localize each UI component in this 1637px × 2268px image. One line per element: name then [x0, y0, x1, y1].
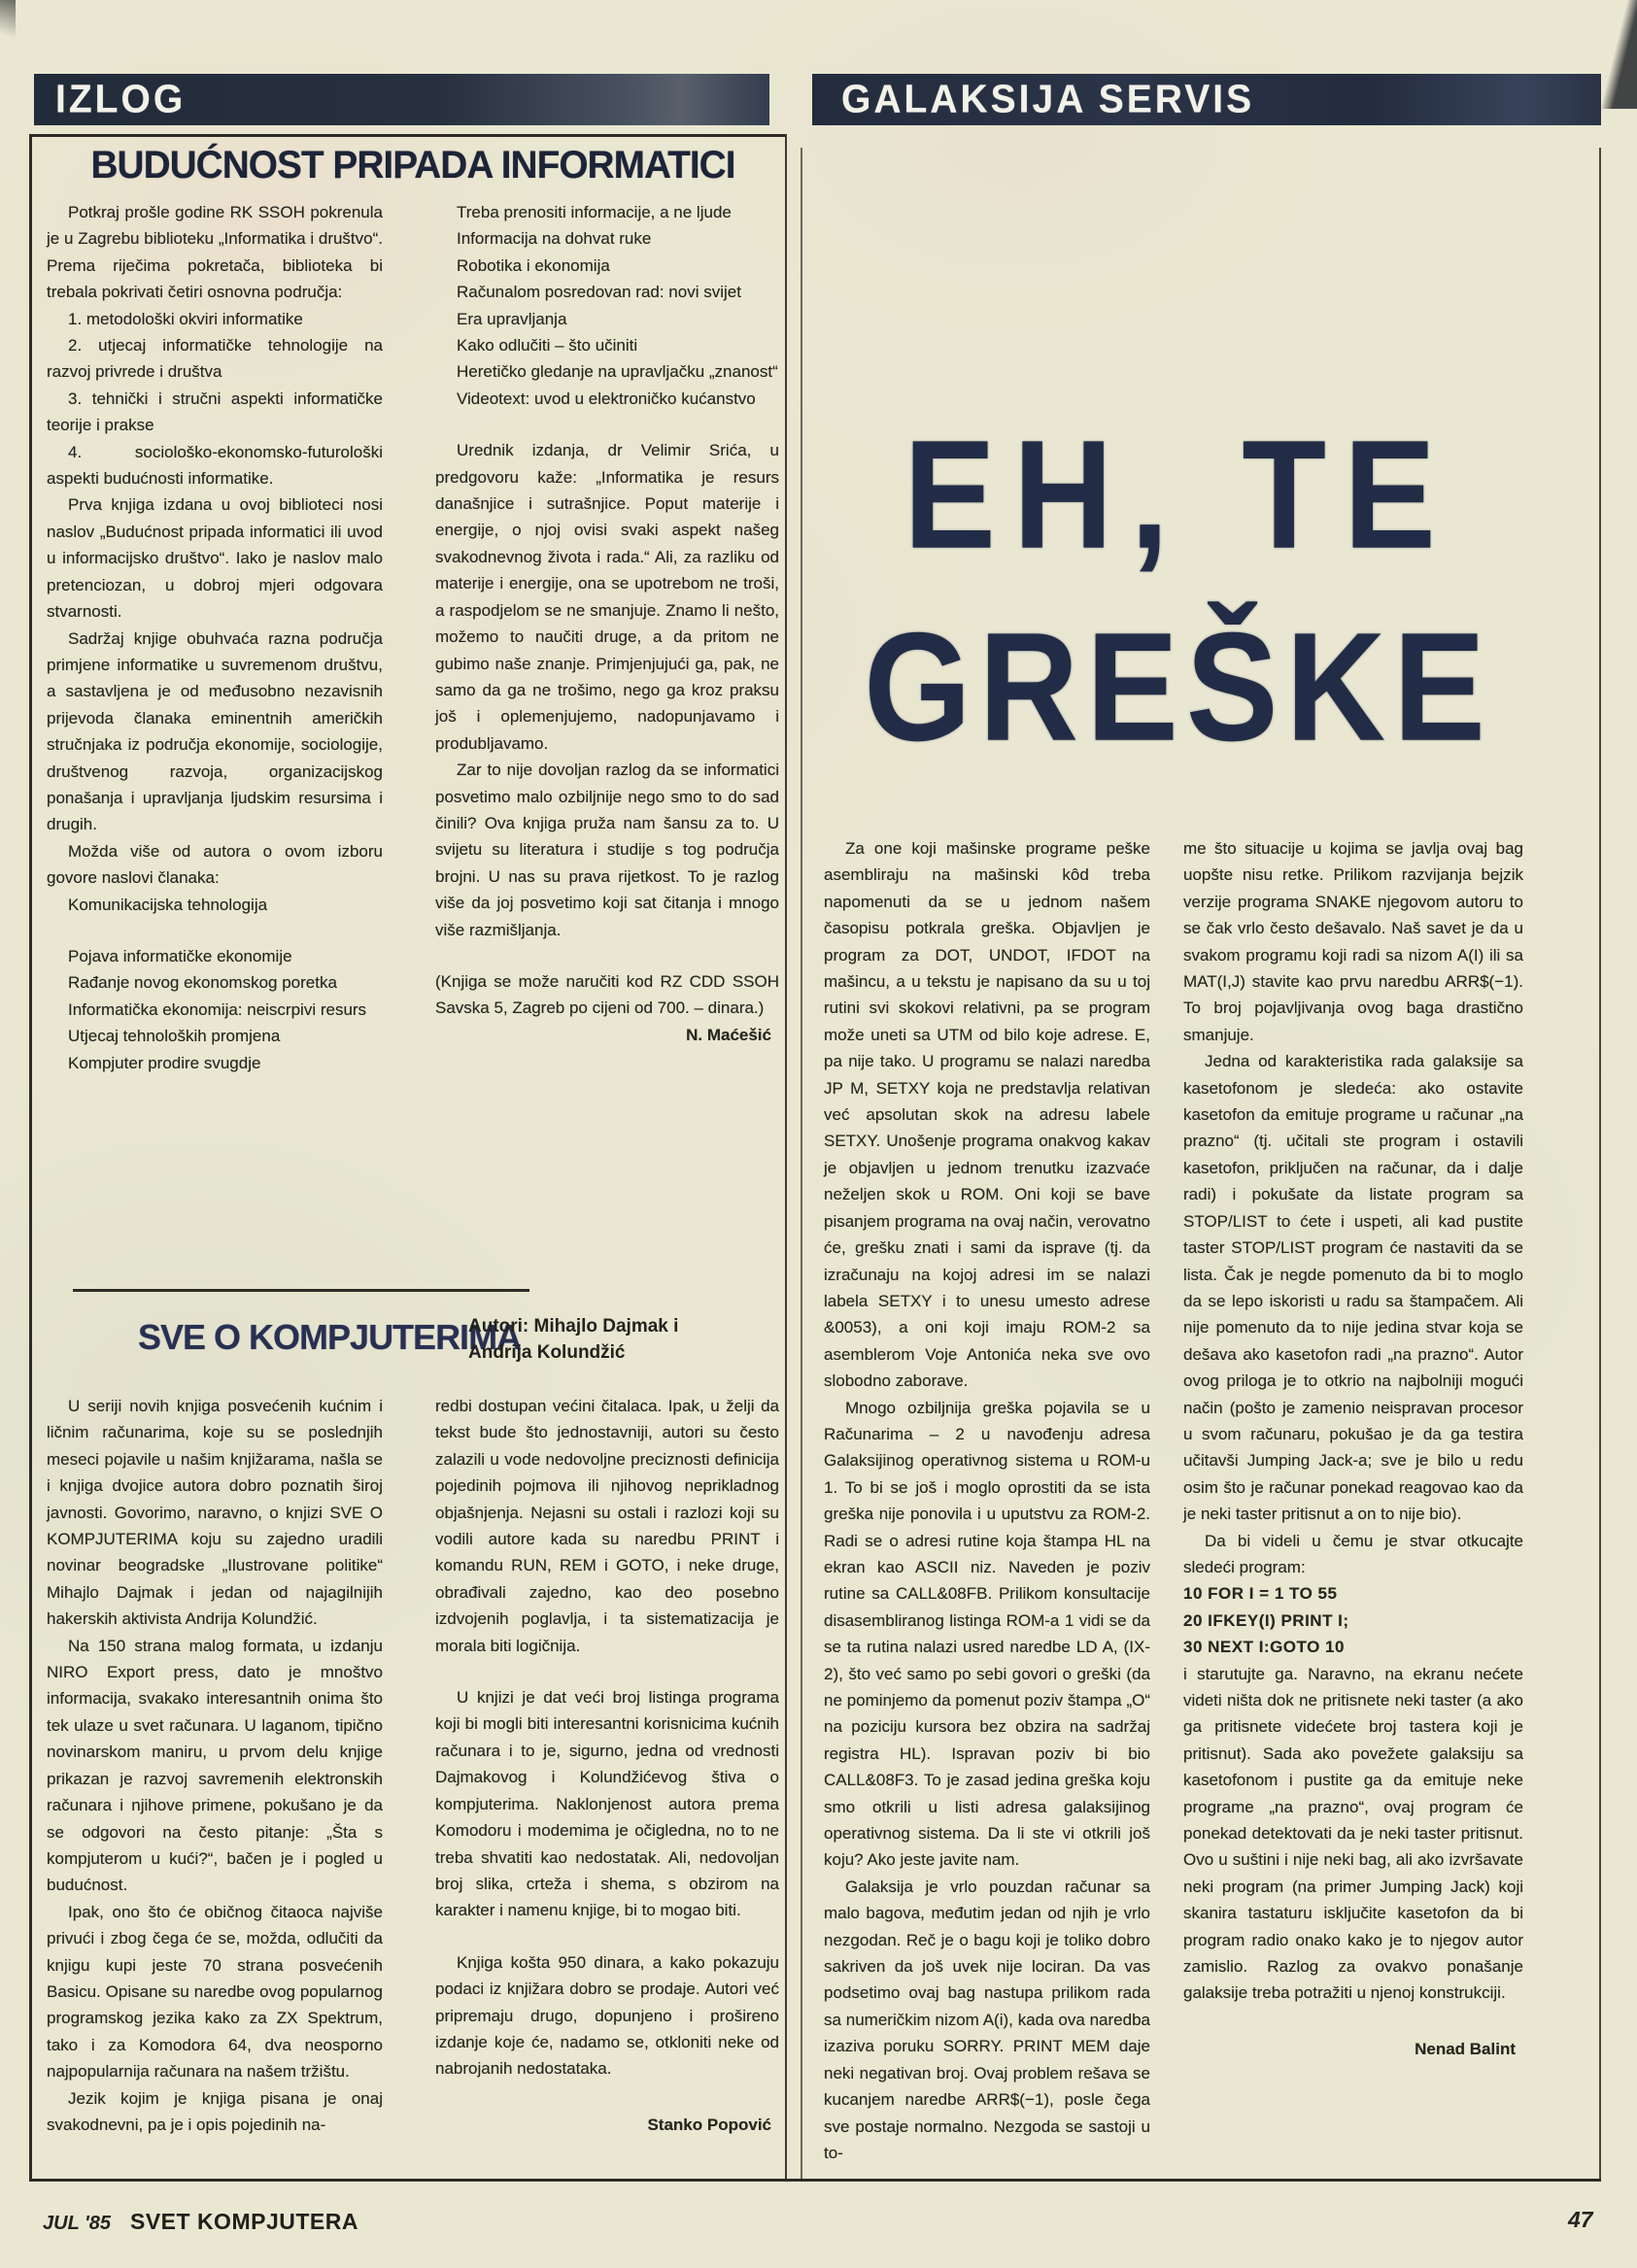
galaksija-article-column1	[824, 835, 1150, 2166]
paragraph: Komunikacijska tehnologija	[68, 895, 268, 914]
paragraph: Kako odlučiti – što učiniti	[457, 336, 638, 355]
paragraph: Ipak, ono što će običnog čitaoca najviše privući i zbog čega će se, možda, odlučiti da knjigu kupi jeste 70 strana posvećenih Basicu. Opisane su naredbe ovog popularnog programskog jezika kako za ZX Spektrum, tako i za Komodora 64, dva neosporno najpopularnija računara na našem tržištu.	[47, 1902, 383, 2082]
izlog-header-label: IZLOG	[55, 77, 187, 121]
paragraph: 20 IFKEY(I) PRINT I;	[1183, 1610, 1349, 1630]
paragraph: 3. tehnički i stručni aspekti informatičke teorije i prakse	[47, 389, 383, 435]
paragraph: 30 NEXT I:GOTO 10	[1183, 1638, 1345, 1657]
paragraph: Za one koji mašinske programe peške asembliraju na mašinski kôd treba napomenuti da se u jednom našem časopisu potkrala greška. Objavljen je program za DOT, UNDOT, IFDOT na mašincu, a u tekstu je napisano da su u toj rutini svi skokovi relativni, pa se program može uneti sa UTM od bilo koje adrese. E, pa nije tako. U programu se nalazi naredba JP M, SETXY koja ne predstavlja relativan već apsolutan skok na adresu labele SETXY. Unošenje programa onakvog kakav je objavljen u jednom trenutku izazvaće neželjen skok u ROM. Oni koji se bave pisanjem programa na ovaj način, verovatno će, grešku znati i sami da isprave (tj. da izračunaju na kojoj adresi im se nalazi labela SETXY i to unesu umesto adrese &0053), a oni koji imaju ROM-2 sa asemblerom Voje Antonića neka sve ovo slobodno zaborave.	[824, 839, 1150, 1391]
article2-authors-line1: Autori: Mihajlo Dajmak i	[468, 1316, 679, 1337]
paragraph: Robotika i ekonomija	[457, 255, 610, 275]
paragraph: Možda više od autora o ovom izboru govore naslovi članaka:	[47, 841, 383, 888]
paragraph: (Knjiga se može naručiti kod RZ CDD SSOH Savska 5, Zagreb po cijeni od 700. – dinara.)	[435, 971, 779, 1018]
paragraph: Videotext: uvod u elektroničko kućanstvo	[457, 389, 756, 408]
paragraph: 1. metodološki okviri informatike	[68, 309, 303, 328]
paragraph: Utjecaj tehnoloških promjena	[68, 1027, 281, 1046]
izlog-header-bar	[34, 74, 769, 125]
paragraph: Kompjuter prodire svugdje	[68, 1053, 261, 1072]
paragraph: i starutujte ga. Naravno, na ekranu nećete videti ništa dok ne pritisnete neki taster (a ako ga pritisnete videćete broj tastera koji je pritisnut). Sada ako povežete galaksiju sa kasetofonom i pustite ga da emituje neke programe „na prazno“, ovaj program će ponekad detektovati da je neki taster pritisnut. Ovo u suštini i nije neki bag, ali ako izvršavate neki program (na primer Jumping Jack) koji skanira tastaturu isključite kasetofon da bi program radio onako kako je to njegov autor zamislio. Razlog za ovakvo ponašanje galaksije treba potražiti u njenoj konstrukciji.	[1183, 1664, 1523, 2003]
galaksija-article-title-line2: GREŠKE	[864, 600, 1493, 774]
paragraph: Jezik kojim je knjiga pisana je onaj svakodnevni, pa je i opis pojedinih na-	[47, 2088, 383, 2134]
right-page-edge-rule	[1599, 148, 1601, 2179]
paragraph: Mnogo ozbiljnija greška pojavila se u Računarima – 2 u navođenju adresa Galaksijinog operativnog sistema u ROM-u 1. To bi se još i moglo oprostiti da se ista greška nije ponovila i u uputstvu za ROM-2. Radi se o adresi rutine koja štampa HL na ekran kao ASCII niz. Naveden je poziv rutine sa CALL&08FB. Prilikom konsultacije disasembliranog listinga ROM-a 1 vidi se da se ta rutina nalazi usred naredbe LD A, (IX-2), što već samo po sebi govori o greški (da ne pominjemo da pomenut poziv štampa „O“ na poziciju kursora bez obzira na sadržaj registra HL). Ispravan poziv bi bio CALL&08F3. To je zasad jedina greška koju smo otkrili u listi adresa galaksijinog operativnog sistema. Da li ste vi otkrili još koju? Ako jeste javite nam.	[824, 1398, 1150, 1870]
article2-title: SVE O KOMPJUTERIMA	[138, 1317, 522, 1357]
paragraph: Era upravljanja	[457, 309, 567, 328]
paragraph: 10 FOR I = 1 TO 55	[1183, 1584, 1338, 1604]
footer-magazine-name: SVET KOMPJUTERA	[129, 2209, 358, 2234]
galaksija-article-column2	[1183, 835, 1523, 2062]
paragraph: Prva knjiga izdana u ovoj biblioteci nosi naslov „Budućnost pripada informatici ili uvod u informacijsko društvo“. Iako je naslov malo pretenciozan, u dobroj mjeri odgovara stvarnosti.	[47, 495, 383, 622]
article2-column1	[47, 1393, 383, 2138]
paragraph: Knjiga košta 950 dinara, a kako pokazuju podaci iz knjižara dobro se prodaje. Autori već pripremaju drugo, dopunjeno i prošireno izdanje koje će, nadamo se, otkloniti neke od nabrojanih nedostataka.	[435, 1952, 779, 2079]
paragraph: Galaksija je vrlo pouzdan računar sa malo bagova, međutim jedan od njih je vrlo nezgodan. Reč je o bagu koji je toliko dobro sakriven da još uvek nije lociran. Da vas podsetimo ovaj bag nastupa prilikom rada sa numeričkim nizom A(i), kada ova naredba izaziva poruku SORRY. PRINT MEM daje neki negativan broj. Ovaj problem rešava se kucanjem naredbe ARR$(−1), posle čega sve postaje normalno. Nezgoda se sastoji u to-	[824, 1877, 1150, 2162]
paragraph: Potkraj prošle godine RK SSOH pokrenula je u Zagrebu biblioteku „Informatika i društvo“. Prema riječima pokretača, biblioteka bi trebala pokrivati četiri osnovna područja:	[47, 203, 383, 302]
galaksija-article-title-line1: EH, TE	[904, 408, 1453, 582]
paragraph: Računalom posredovan rad: novi svijet	[457, 283, 741, 302]
article1-title: BUDUĆNOST PRIPADA INFORMATICI	[90, 144, 735, 186]
left-page-right-rule	[785, 134, 787, 2179]
paragraph: 4. sociološko-ekonomsko-futurološki aspekti budućnosti informatike.	[47, 442, 383, 489]
paragraph: N. Maćešić	[686, 1025, 771, 1044]
paragraph: me što situacije u kojima se javlja ovaj bag uopšte nisu retke. Prilikom razvijanja bejzik verzije programa SNAKE njegovom autoru to se čak vrlo često dešavalo. Naš savet je da u svakom programu koji radi sa nizom A(I) ili sa MAT(I,J) stavite kao prvu naredbu ARR$(−1). To broj pojavljivanja ovog baga drastično smanjuje.	[1183, 839, 1523, 1044]
article1-column1	[47, 199, 383, 1076]
paragraph: Na 150 strana malog formata, u izdanju NIRO Export press, dato je mnoštvo informacija, svakako interesantnih onima što tek ulaze u svet računara. U laganom, tipično novinarskom maniru, u prvom delu knjige prikazan je razvoj savremenih elektronskih računara i njihove primene, pokušano je da se odgovori na često pitanje: „Šta s kompjuterom u kući?“, bačen je i pogled u budućnost.	[47, 1636, 383, 1895]
article2-authors	[468, 1313, 769, 1366]
article-divider-rule	[73, 1289, 529, 1292]
left-page-top-rule	[29, 134, 787, 137]
article1-column2	[435, 199, 779, 1048]
galaksija-servis-header-label: GALAKSIJA SERVIS	[841, 77, 1255, 121]
page-number: 47	[1568, 2207, 1593, 2232]
paragraph: Zar to nije dovoljan razlog da se informatici posvetimo malo ozbiljnije nego smo to do sad činili? Ova knjiga pruža nam šansu za to. U svijetu su literatura i studije s tog područja brojni. U nas su prava rijetkost. To je razlog više da joj posvetimo koji sat čitanja i mnogo više razmišljanja.	[435, 761, 779, 939]
paragraph: Rađanje novog ekonomskog poretka	[68, 973, 337, 993]
article2-authors-line2: Andrija Kolundžić	[468, 1342, 626, 1363]
paragraph: Sadržaj knjige obuhvaća razna područja primjene informatike u suvremenom društvu, a sastavljena je od međusobno nezavisnih prijevoda članaka eminentnih američkih stručnjaka iz područja ekonomije, sociologije, društvenog razvoja, organizacijskog ponašanja i upravljanja ljudskim resursima i drugih.	[47, 628, 383, 834]
paragraph: Informacija na dohvat ruke	[457, 229, 652, 249]
page-gutter-rule	[801, 148, 802, 2179]
paragraph: Nenad Balint	[1415, 2039, 1516, 2058]
footer-issue-date: JUL '85	[43, 2213, 111, 2234]
galaksija-servis-header-bar	[812, 74, 1601, 125]
paragraph: redbi dostupan većini čitalaca. Ipak, u želji da tekst bude što jednostavniji, autori su često zalazili u vode nedovoljne preciznosti definicija pojedinih pojmova ili njihovog neprikladnog objašnjenja. Nejasni su ostali i razlozi koji su vodili autore kada su naredbu PRINT i komandu RUN, REM i GOTO, i neke druge, obrađivali zajedno, kao deo posebno izdvojenih poglavlja, i ta sistematizacija je morala biti logičnija.	[435, 1397, 779, 1655]
paragraph: 2. utjecaj informatičke tehnologije na razvoj privrede i društva	[47, 336, 383, 382]
scan-corner-artifact	[0, 0, 16, 49]
article2-column2	[435, 1393, 779, 2138]
paragraph: Urednik izdanja, dr Velimir Srića, u predgovoru kaže: „Informatika je resurs današnjice i sutrašnjice. Poput materije i energije, o njoj ovisi svaki aspekt našeg svakodnevnog života i rada.“ Ali, za razliku od materije i energije, ona se upotrebom ne troši, a raspodjelom se ne smanjuje. Znamo li nešto, možemo to naučiti druge, a da pritom ne gubimo naše znanje. Primjenjujući ga, pak, ne samo da ga ne trošimo, nego ga kroz praksu još i oplemenjujemo, nadopunjavamo i produbljavamo.	[435, 441, 779, 753]
scan-corner-artifact	[1596, 0, 1637, 109]
paragraph: Stanko Popović	[647, 2115, 771, 2134]
page-bottom-rule	[29, 2179, 1601, 2182]
paragraph: Informatička ekonomija: neiscrpivi resurs	[68, 999, 367, 1019]
paragraph: U knjizi je dat veći broj listinga programa koji bi mogli biti interesantni korisnicima kućnih računara i to je, sigurno, jedna od vrednosti Dajmakovog i Kolundžićevog štiva o kompjuterima. Naklonjenost autora prema Komodoru i modemima je očigledna, no to ne treba shvatiti kao nedostatak. Ali, nedovoljan broj slika, crteža i shema, s obzirom na karakter i namenu knjige, bi to mogao biti.	[435, 1688, 779, 1920]
paragraph: Treba prenositi informacije, a ne ljude	[457, 203, 732, 221]
paragraph: U seriji novih knjiga posvećenih kućnim i ličnim računarima, koje su se poslednjih meseci pojavile u našim knjižarama, našla se i knjiga dvojice autora dobro poznatih široj javnosti. Govorimo, naravno, o knjizi SVE O KOMPJUTERIMA koju su zajedno uradili novinar beogradske „Ilustrovane politike“ Mihajlo Dajmak i jedan od najagilnijih hakerskih aktivista Andrija Kolundžić.	[47, 1397, 383, 1629]
paragraph: Pojava informatičke ekonomije	[68, 946, 292, 965]
paragraph: Heretičko gledanje na upravljačku „znanost“	[457, 362, 778, 382]
footer	[43, 2209, 358, 2235]
paragraph: Jedna od karakteristika rada galaksije sa kasetofonom je sledeća: ako ostavite kasetofon da emituje programe u računar „na prazno“ (tj. učitali ste program i ostavili kasetofon, priključen na računar, da i dalje radi) i pokušate da listate program sa STOP/LIST to ćete i uspeti, ali kad pustite taster STOP/LIST program će nastaviti da se lista. Čak je negde pomenuto da bi to moglo da se lepo iskoristi u radu sa štampačem. Ali nije pomenuto da to nije jedina stvar koja se dešava ako kasetofon radi „na prazno“. Autor ovog priloga je to otkrio na najbolniji mogući način (pošto je zamenio neispravan procesor u svom računaru, pokušao je da ga testira učitavši Jumping Jack-a; sve je bilo u redu osim što je računar ponekad reagovao kao da je neki taster pritisnut a on to nije bio).	[1183, 1052, 1523, 1524]
left-page-left-rule	[29, 134, 32, 2182]
galaksija-article-title	[821, 396, 1536, 781]
paragraph: Da bi videli u čemu je stvar otkucajte sledeći program:	[1183, 1531, 1523, 1576]
